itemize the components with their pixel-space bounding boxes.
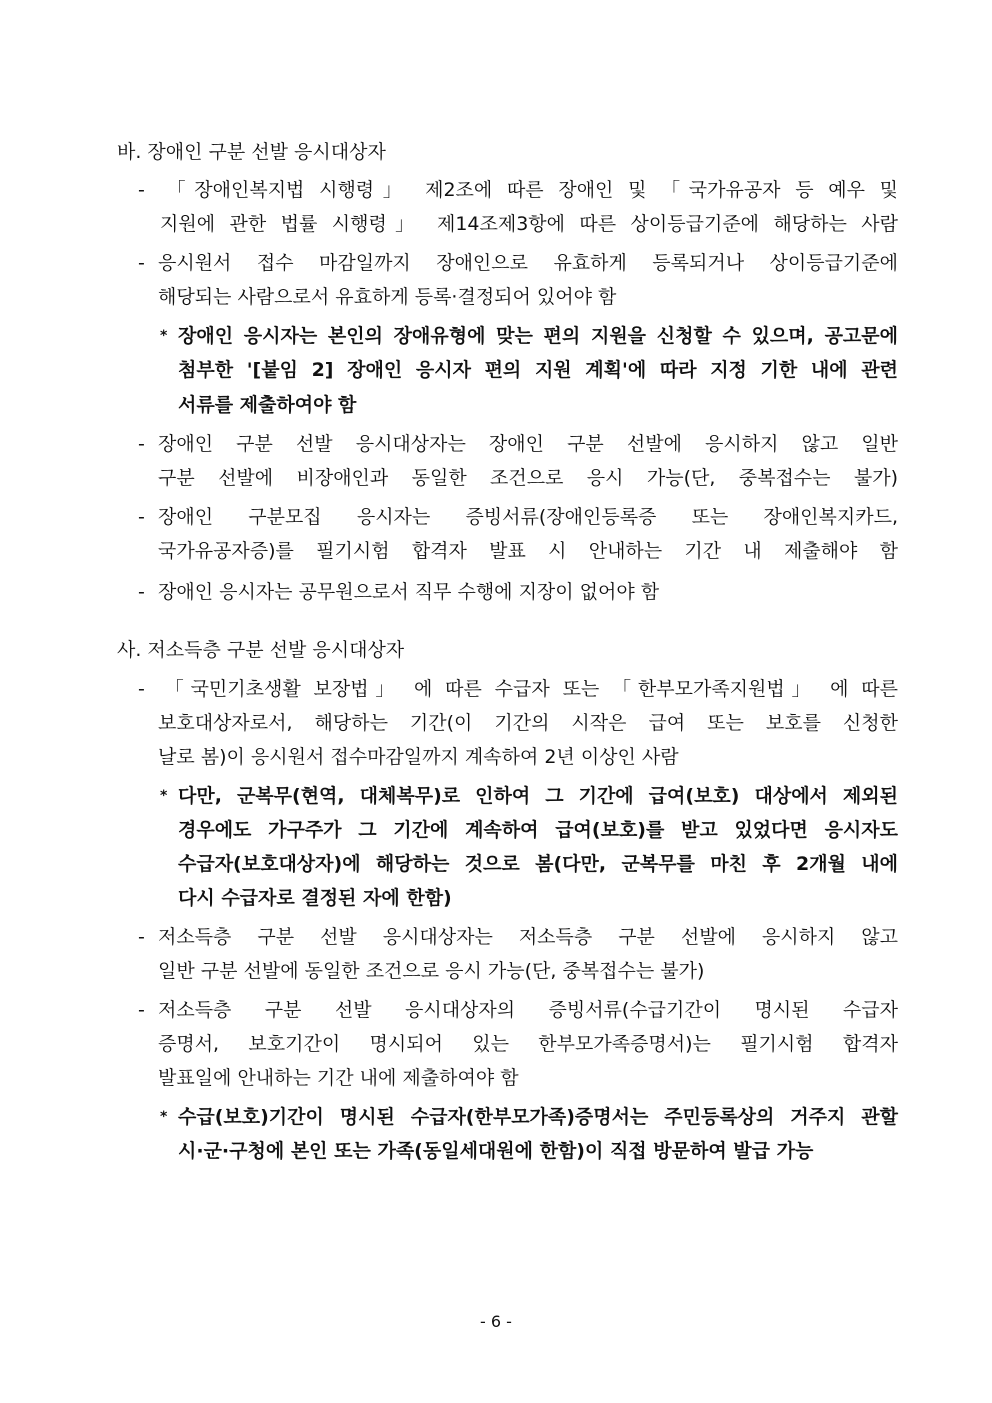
note-line: 서류를 제출하여야 함 bbox=[178, 394, 357, 416]
list-item-line: - 장애인 구분모집 응시자는 증빙서류(장애인등록증 또는 장애인복지카드, bbox=[138, 506, 898, 528]
list-item-line: 일반 구분 선발에 동일한 조건으로 응시 가능(단, 중복접수는 불가) bbox=[158, 960, 705, 982]
section-heading-disabled: 바. 장애인 구분 선발 응시대상자 bbox=[117, 141, 386, 163]
note-line: 수급자(보호대상자)에 해당하는 것으로 봄(다만, 군복무를 마친 후 2개월 내에 bbox=[178, 853, 898, 875]
dash-marker: - bbox=[138, 999, 145, 1021]
list-item-line: 해당되는 사람으로서 유효하게 등록·결정되어 있어야 함 bbox=[158, 286, 617, 308]
dash-marker: - bbox=[138, 678, 145, 700]
dash-marker: - bbox=[138, 926, 145, 948]
dash-marker: - bbox=[138, 433, 145, 455]
note-line: * 수급(보호)기간이 명시된 수급자(한부모가족)증명서는 주민등록상의 거주지 관할 bbox=[160, 1106, 898, 1128]
list-item-line: - 저소득층 구분 선발 응시대상자의 증빙서류(수급기간이 명시된 수급자 bbox=[138, 999, 898, 1021]
list-item-line: - 장애인 구분 선발 응시대상자는 장애인 구분 선발에 응시하지 않고 일반 bbox=[138, 433, 898, 455]
list-item-line: - 저소득층 구분 선발 응시대상자는 저소득층 구분 선발에 응시하지 않고 bbox=[138, 926, 898, 948]
note-line: * 다만, 군복무(현역, 대체복무)로 인하여 그 기간에 급여(보호) 대상에서 제외된 bbox=[160, 785, 898, 807]
dash-marker: - bbox=[138, 506, 145, 528]
asterisk-marker: * bbox=[160, 328, 168, 344]
list-item-line: 구분 선발에 비장애인과 동일한 조건으로 응시 가능(단, 중복접수는 불가) bbox=[158, 467, 898, 489]
list-item-line: 증명서, 보호기간이 명시되어 있는 한부모가족증명서)는 필기시험 합격자 bbox=[158, 1033, 898, 1055]
dash-marker: - bbox=[138, 581, 145, 603]
note-line: 시·군·구청에 본인 또는 가족(동일세대원에 한함)이 직접 방문하여 발급 가능 bbox=[178, 1140, 814, 1162]
list-item-line: 보호대상자로서, 해당하는 기간(이 기간의 시작은 급여 또는 보호를 신청한 bbox=[158, 712, 898, 734]
dash-marker: - bbox=[138, 252, 145, 274]
note-line: 첨부한 '[붙임 2] 장애인 응시자 편의 지원 계획'에 따라 지정 기한 내에 관련 bbox=[178, 359, 898, 381]
asterisk-marker: * bbox=[160, 1109, 168, 1125]
list-item-line: 지원에 관한 법률 시행령」 제14조제3항에 따른 상이등급기준에 해당하는 사람 bbox=[160, 213, 898, 235]
dash-marker: - bbox=[138, 179, 145, 201]
list-item-line: - 「국민기초생활 보장법」 에 따른 수급자 또는 「한부모가족지원법」 에 따른 bbox=[138, 678, 898, 700]
note-line: * 장애인 응시자는 본인의 장애유형에 맞는 편의 지원을 신청할 수 있으며, 공고문에 bbox=[160, 325, 898, 347]
list-item-line: - 응시원서 접수 마감일까지 장애인으로 유효하게 등록되거나 상이등급기준에 bbox=[138, 252, 898, 274]
list-item-line: 발표일에 안내하는 기간 내에 제출하여야 함 bbox=[158, 1067, 519, 1089]
list-item-line: - 「장애인복지법 시행령」 제2조에 따른 장애인 및 「국가유공자 등 예우 및 bbox=[138, 179, 898, 201]
list-item-line: 국가유공자증)를 필기시험 합격자 발표 시 안내하는 기간 내 제출해야 함 bbox=[158, 540, 898, 562]
note-line: 경우에도 가구주가 그 기간에 계속하여 급여(보호)를 받고 있었다면 응시자도 bbox=[178, 819, 898, 841]
asterisk-marker: * bbox=[160, 788, 168, 804]
list-item-line: - 장애인 응시자는 공무원으로서 직무 수행에 지장이 없어야 함 bbox=[138, 581, 660, 603]
page-number: - 6 - bbox=[480, 1312, 512, 1331]
list-item-line: 날로 봄)이 응시원서 접수마감일까지 계속하여 2년 이상인 사람 bbox=[158, 746, 679, 768]
note-line: 다시 수급자로 결정된 자에 한함) bbox=[178, 887, 452, 909]
section-heading-low-income: 사. 저소득층 구분 선발 응시대상자 bbox=[117, 639, 405, 661]
